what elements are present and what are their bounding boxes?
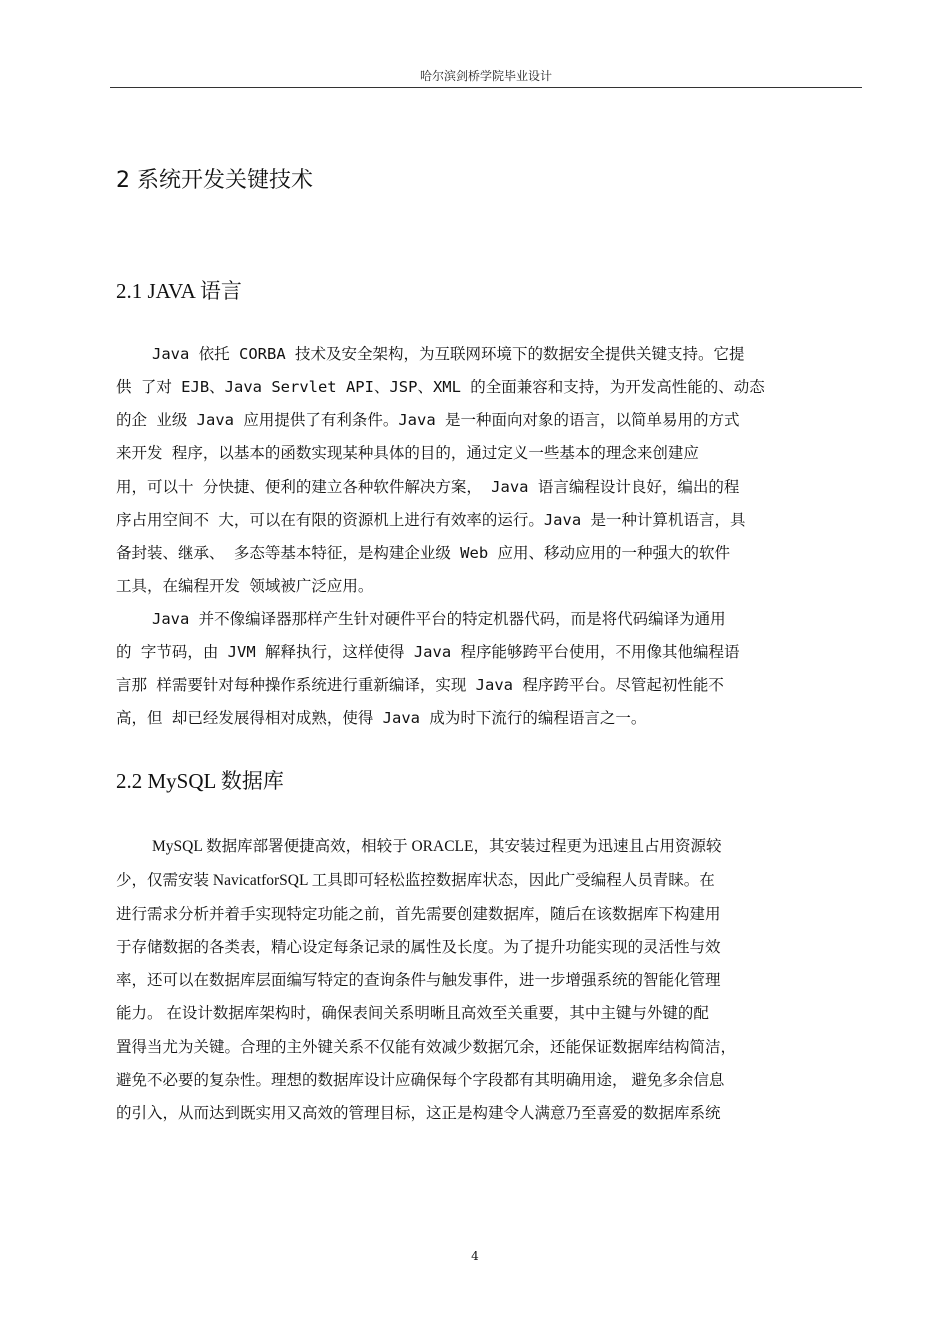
text-line: 高，但 却已经发展得相对成熟，使得 Java 成为时下流行的编程语言之一。 [116, 709, 647, 727]
text-line: 率，还可以在数据库层面编写特定的查询条件与触发事件，进一步增强系统的智能化管理 [116, 972, 721, 989]
text-line: 于存储数据的各类表，精心设定每条记录的属性及长度。为了提升功能实现的灵活性与效 [116, 939, 721, 956]
page-number: 4 [471, 1249, 479, 1263]
text-line: MySQL 数据库部署便捷高效，相较于 ORACLE，其安装过程更为迅速且占用资源较 [152, 838, 722, 855]
section-title-java: 2.1 JAVA 语言 [116, 279, 242, 303]
text-line: 供 了对 EJB、Java Servlet API、JSP、XML 的全面兼容和支持，为开发高性能的、动态 [116, 378, 765, 396]
header-rule [110, 87, 862, 88]
text-line: 序占用空间不 大，可以在有限的资源机上进行有效率的运行。Java 是一种计算机语言，具 [116, 511, 746, 529]
text-line: 的 字节码，由 JVM 解释执行，这样使得 Java 程序能够跨平台使用，不用像其他编程语 [116, 643, 740, 661]
text-line: Java 并不像编译器那样产生针对硬件平台的特定机器代码，而是将代码编译为通用 [152, 610, 726, 628]
text-line: 进行需求分析并着手实现特定功能之前，首先需要创建数据库，随后在该数据库下构建用 [116, 906, 721, 923]
page-header: 哈尔滨剑桥学院毕业设计 [419, 69, 552, 83]
text-line: 避免不必要的复杂性。理想的数据库设计应确保每个字段都有其明确用途， 避免多余信息 [116, 1072, 725, 1089]
text-line: 用，可以十 分快捷、便利的建立各种软件解决方案， Java 语言编程设计良好，编出的程 [116, 478, 740, 496]
text-line: 工具，在编程开发 领域被广泛应用。 [116, 577, 374, 595]
chapter-title: 2 系统开发关键技术 [116, 168, 313, 193]
text-line: 来开发 程序，以基本的函数实现某种具体的目的，通过定义一些基本的理念来创建应 [116, 444, 699, 462]
text-line: 置得当尤为关键。合理的主外键关系不仅能有效减少数据冗余，还能保证数据库结构简洁， [116, 1039, 737, 1056]
text-line: 的企 业级 Java 应用提供了有利条件。Java 是一种面向对象的语言，以简单易用的方式 [116, 411, 740, 429]
text-line: 的引入，从而达到既实用又高效的管理目标，这正是构建令人满意乃至喜爱的数据库系统 [116, 1105, 721, 1122]
text-line: 少，仅需安装 NavicatforSQL 工具即可轻松监控数据库状态，因此广受编程人员青睐。在 [116, 872, 715, 889]
text-line: 言那 样需要针对每种操作系统进行重新编译，实现 Java 程序跨平台。尽管起初性能不 [116, 676, 724, 694]
text-line: 备封装、继承、 多态等基本特征，是构建企业级 Web 应用、移动应用的一种强大的软件 [116, 544, 730, 562]
text-line: Java 依托 CORBA 技术及安全架构，为互联网环境下的数据安全提供关键支持。它提 [152, 345, 745, 363]
text-line: 能力。 在设计数据库架构时，确保表间关系明晰且高效至关重要，其中主键与外键的配 [116, 1005, 709, 1022]
section-title-mysql: 2.2 MySQL 数据库 [116, 769, 284, 793]
